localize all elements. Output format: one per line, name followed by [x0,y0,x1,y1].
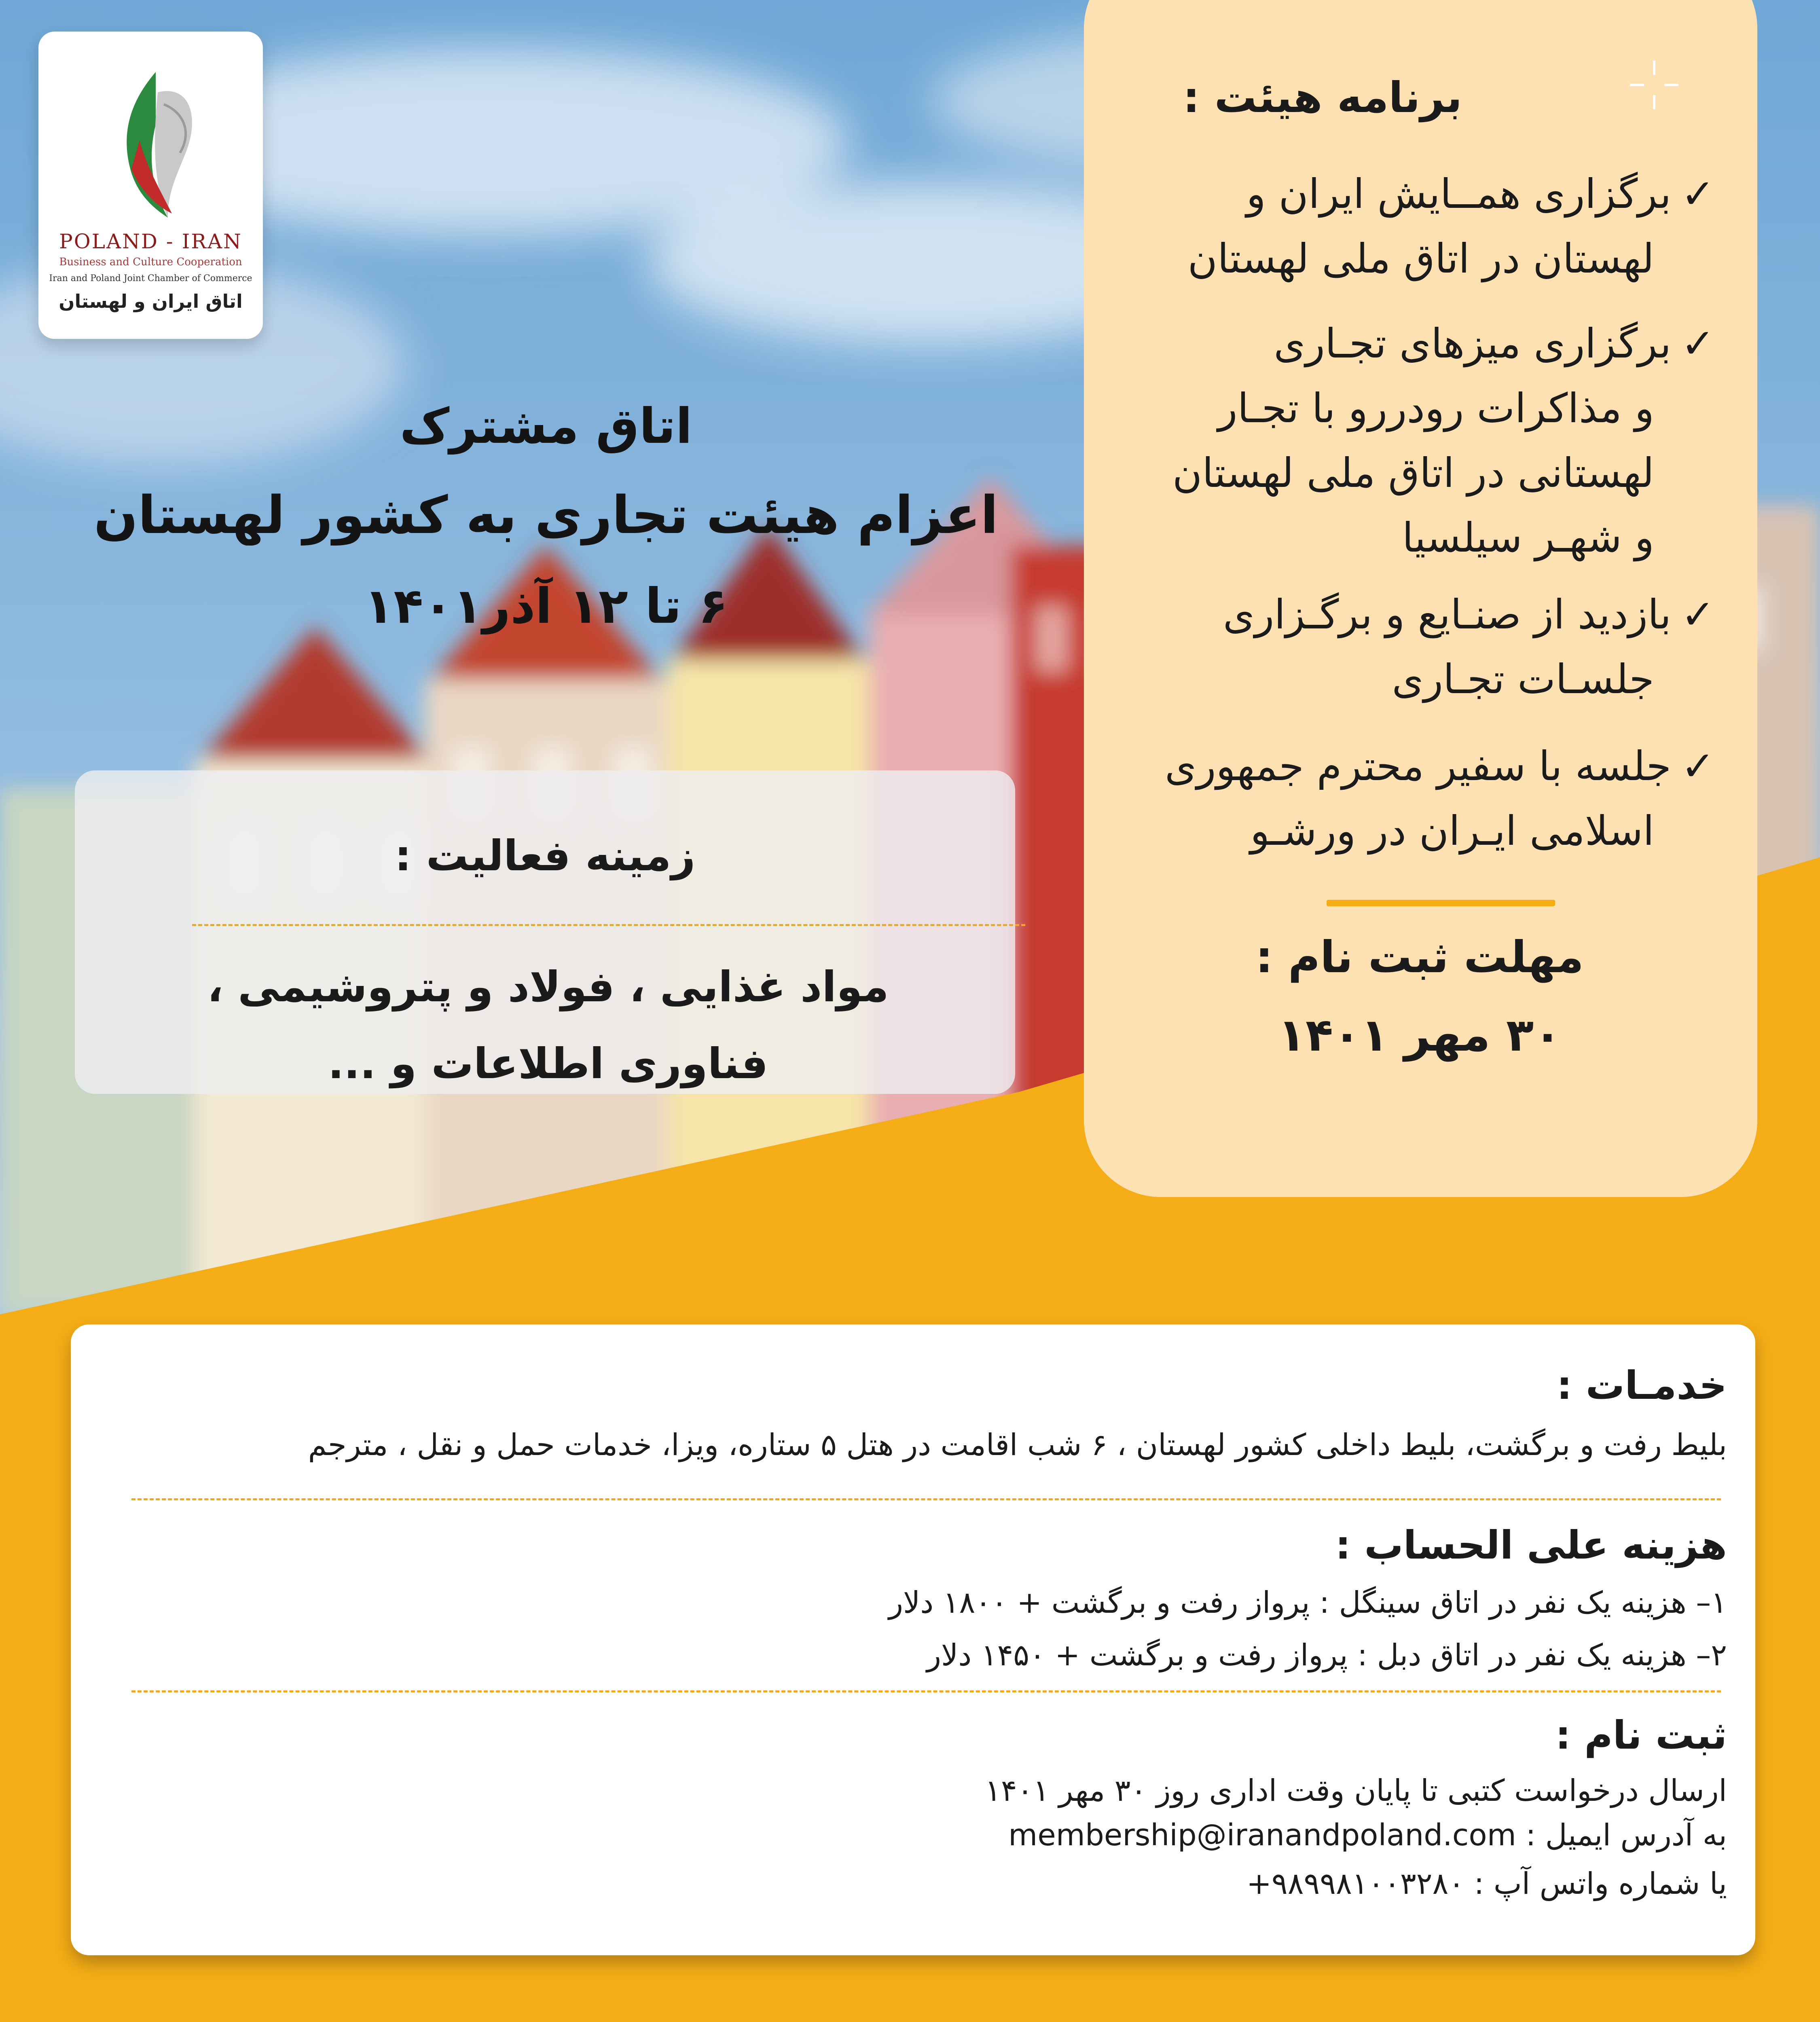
program-card [1084,0,1757,1197]
logo-subtitle: Business and Culture Cooperation [59,256,242,268]
program-item-line: برگزاری همــایش ایران و [1246,170,1672,218]
info-separator [131,1690,1721,1692]
title-line-2: اعزام هیئت تجاری به کشور لهستان [93,485,999,546]
activity-separator [192,924,1025,926]
costs-heading: هزینه علی الحساب : [1335,1523,1727,1568]
deadline-label: مهلت ثبت نام : [1255,932,1584,983]
program-item-line: جلسه با سفیر محترم جمهوری [1164,742,1672,790]
activity-line-2: فناوری اطلاعات و ... [328,1039,768,1088]
program-item [1132,734,1715,863]
program-item [1132,162,1715,291]
program-item-line: جلسـات تجـاری [1392,656,1654,703]
check-icon: ✓ [1681,320,1715,367]
activity-card [75,770,1015,1094]
registration-email-row [1008,1818,1727,1853]
services-heading: خدمـات : [1556,1363,1727,1408]
sparkle-icon [1630,61,1678,109]
check-icon: ✓ [1681,742,1715,790]
info-card [71,1324,1755,1955]
registration-email-link[interactable]: membership@iranandpoland.com [1008,1818,1516,1853]
program-item-line: برگزاری میزهای تجـاری [1274,320,1672,367]
program-item-line: بازدید از صنـایع و برگـزاری [1223,591,1672,638]
activity-line-1: مواد غذایی ، فولاد و پتروشیمی ، [207,962,889,1011]
program-item [1132,582,1715,712]
program-item-line: و شهـر سیلسیا [1402,514,1654,561]
info-separator [131,1498,1721,1500]
logo-card [38,32,263,339]
registration-heading: ثبت نام : [1555,1713,1727,1758]
registration-line: ارسال درخواست کتبی تا پایان وقت اداری روز ۳۰ مهر ۱۴۰۱ [985,1773,1727,1808]
program-item-line: اسلامی ایـران در ورشـو [1250,807,1654,854]
registration-whatsapp-label: یا شماره واتس آپ : [1474,1866,1727,1901]
program-item-line: لهستان در اتاق ملی لهستان [1187,235,1654,282]
logo-wing-icon [107,68,204,222]
services-text: بلیط رفت و برگشت، بلیط داخلی کشور لهستان ، ۶ شب اقامت در هتل ۵ ستاره، ویزا، خدمات حمل و نقل ، مترجم [308,1428,1727,1462]
check-icon: ✓ [1681,591,1715,638]
title-line-1: اتاق مشترک [400,398,692,455]
activity-heading: زمینه فعالیت : [394,831,696,880]
title-dates: ۶ تا ۱۲ آذر۱۴۰۱ [364,578,728,635]
program-item-line: و مذاکرات رودررو با تجـار [1218,385,1654,432]
program-item-line: لهستانی در اتاق ملی لهستان [1172,449,1654,497]
program-item [1132,311,1715,570]
registration-email-label: به آدرس ایمیل : [1526,1818,1727,1853]
program-title: برنامه هیئت : [1183,73,1462,122]
logo-name-en: POLAND - IRAN [59,230,242,253]
check-icon: ✓ [1681,170,1715,218]
cost-item-single: ۱– هزینه یک نفر در اتاق سینگل : پرواز رفت و برگشت + ۱۸۰۰ دلار [889,1585,1727,1620]
logo-subtitle-2: Iran and Poland Joint Chamber of Commerce [49,273,252,283]
cost-item-double: ۲– هزینه یک نفر در اتاق دبل : پرواز رفت و برگشت + ۱۴۵۰ دلار [927,1638,1727,1673]
registration-whatsapp-row [1246,1866,1727,1901]
registration-whatsapp-number[interactable]: +۹۸۹۹۸۱۰۰۳۲۸۰ [1246,1866,1464,1901]
deadline-date: ۳۰ مهر ۱۴۰۱ [1278,1009,1562,1062]
program-divider [1327,900,1555,906]
activity-body [123,948,973,1102]
logo-name-fa: اتاق ایران و لهستان [59,290,243,312]
